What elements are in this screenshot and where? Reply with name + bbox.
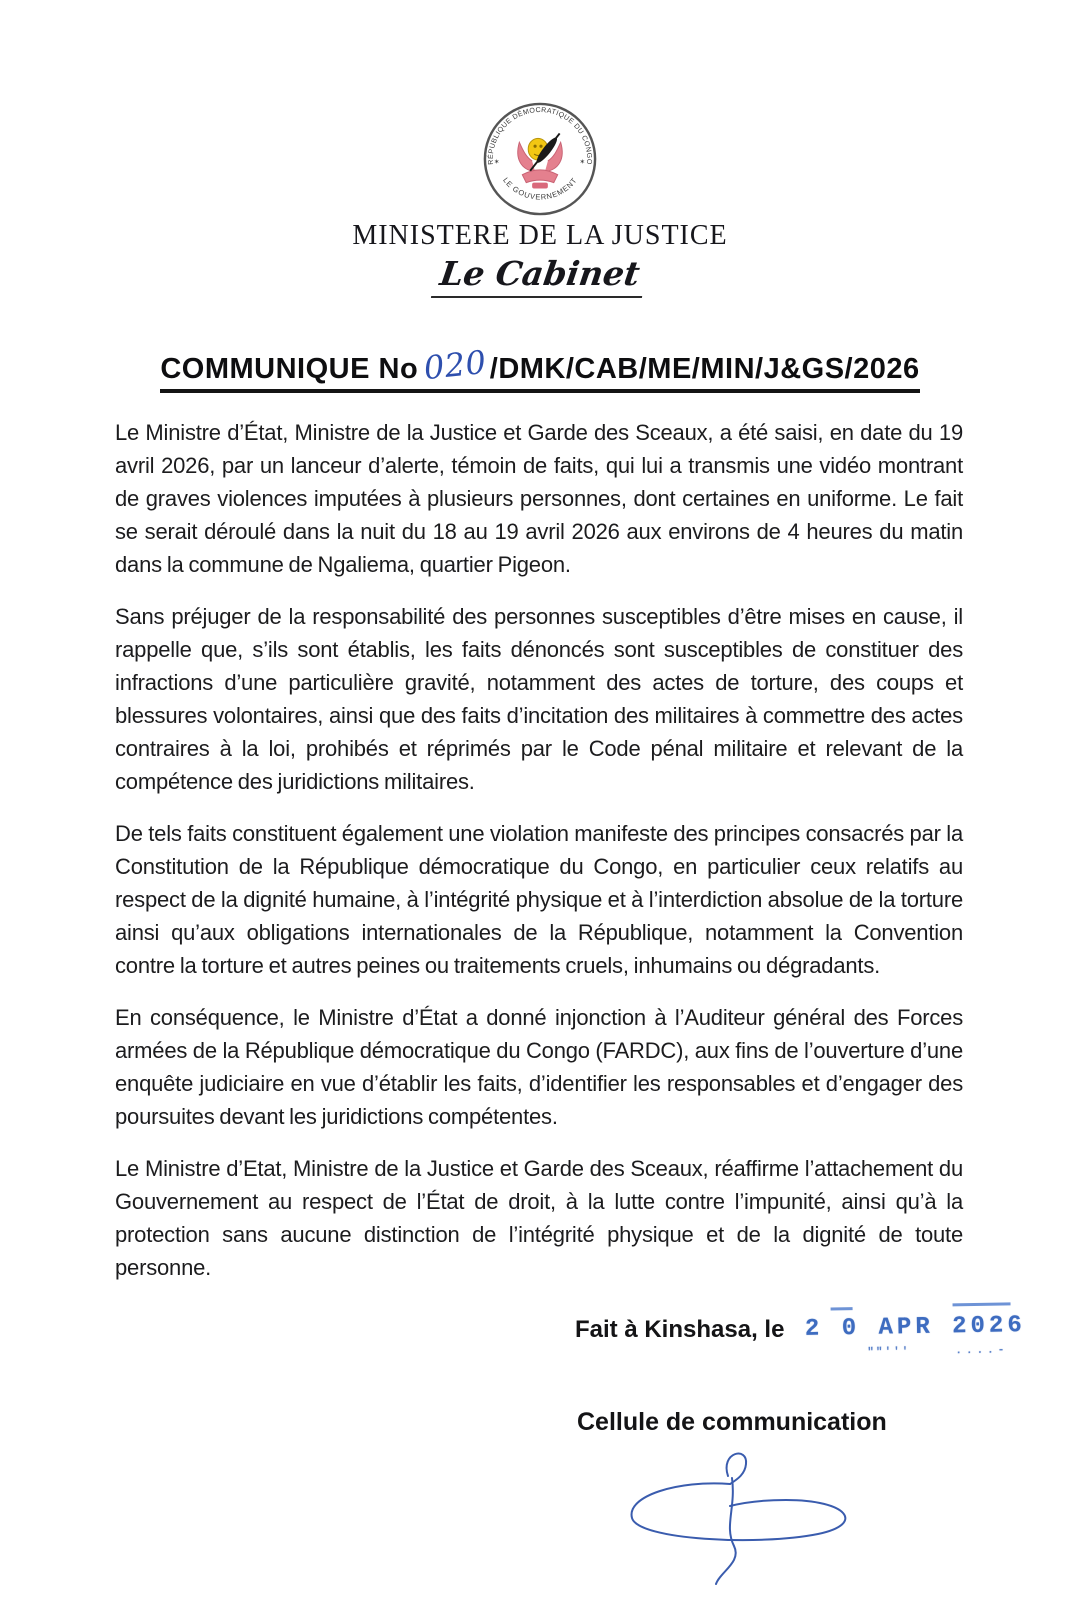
paragraph-4: En conséquence, le Ministre d’État a donné injonction à l’Auditeur général des Forces armées de la République démocratique du Congo (FARDC), aux fins de l’ouverture d’une enquête judiciaire en vue d’établir les faits, d’identifier les responsables et d’engager des poursuites devant les juridictions compétentes.: [115, 1005, 963, 1129]
communique-title: [0, 342, 1080, 393]
paragraph-1: Le Ministre d’État, Ministre de la Justice et Garde des Sceaux, a été saisi, en date du 19 avril 2026, par un lanceur d’alerte, témoin de faits, qui lui a transmis une vidéo montrant de graves violences imputées à plusieurs personnes, dont certaines en uniforme. Le fait se serait déroulé dans la nuit du 18 au 19 avril 2026 aux environs de 4 heures du matin dans la commune de Ngaliema, quartier Pigeon.: [115, 420, 963, 577]
drc-government-seal: [481, 100, 599, 218]
title-suffix: /DMK/CAB/ME/MIN/J&GS/2026: [489, 353, 920, 385]
date-line: [575, 1312, 1026, 1359]
ministry-title: MINISTERE DE LA JUSTICE: [352, 220, 728, 251]
title-prefix: COMMUNIQUE No: [160, 353, 419, 385]
handwritten-signature: [608, 1438, 898, 1588]
stamp-ink-mark: [830, 1307, 852, 1310]
title-handwritten-number: 020: [422, 342, 489, 388]
seal-bottom-text: LE GOUVERNEMENT: [501, 175, 579, 202]
cabinet-subtitle: [0, 254, 1080, 298]
place-date-label: Fait à Kinshasa, le: [575, 1316, 785, 1343]
paragraph-3: De tels faits constituent également une violation manifeste des principes consacrés par la Constitution de la République démocratique du Congo, en particulier ceux relatifs au respect de la dignité humaine, à l’intégrité physique et à l’interdiction absolue de la torture ainsi qu’aux obligations internationales de la République, notamment la Convention contre la torture et autres peines ou traitements cruels, inhumains ou dégradants.: [115, 821, 963, 978]
paragraph-5: Le Ministre d’Etat, Ministre de la Justice et Garde des Sceaux, réaffirme l’attachement du Gouvernement au respect de l’État de droit, à la lutte contre l’impunité, ainsi qu’à la protection sans aucune distinction de l’intégrité physique et de la dignité de toute personne.: [115, 1156, 963, 1280]
seal-right-star-icon: ✶: [579, 158, 586, 166]
communique-body: [115, 416, 963, 1303]
signer-title: Cellule de communication: [577, 1408, 887, 1436]
stamp-ink-mark: [952, 1302, 1010, 1306]
stamp-ink-mark: ""''': [867, 1346, 911, 1359]
seal-left-star-icon: ✶: [493, 158, 500, 166]
stamp-ink-mark: ....-: [955, 1344, 1009, 1358]
cabinet-subtitle-text: Le Cabinet: [431, 254, 648, 298]
date-stamp: [804, 1312, 1026, 1359]
paragraph-2: Sans préjuger de la responsabilité des personnes susceptibles d’être mises en cause, il rappelle que, s’ils sont établis, les faits dénoncés sont susceptibles de constituer des infractions d’une particulière gravité, notamment des actes de torture, des coups et blessures volontaires, ainsi que des faits d’incitation des militaires à commettre des actes contraires à la loi, prohibés et réprimés par le Code pénal militaire et relevant de la compétence des juridictions militaires.: [115, 604, 963, 794]
date-stamp-text: 2 0 APR 2026: [804, 1312, 1026, 1343]
seal-top-text: RÉPUBLIQUE DÉMOCRATIQUE DU CONGO: [486, 105, 594, 166]
